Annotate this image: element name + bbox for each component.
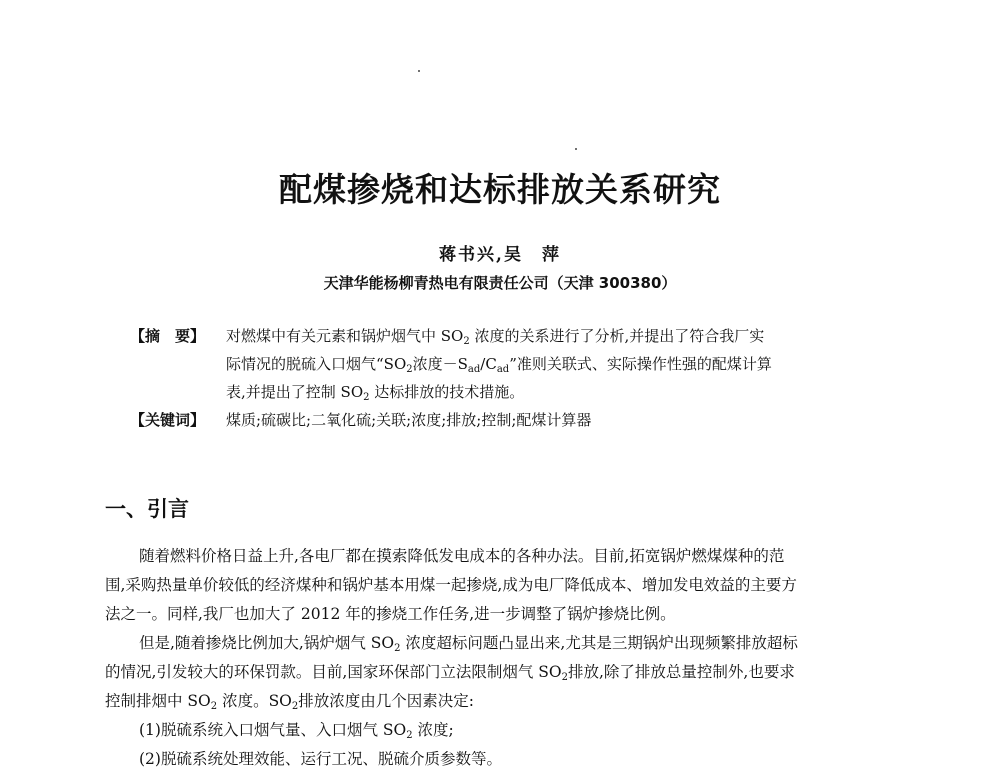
text-run: 但是,随着掺烧比例加大,锅炉烟气 SO — [139, 634, 395, 652]
section-heading: 一、引言 — [105, 497, 189, 521]
text-run: 际情况的脱硫入口烟气“SO — [226, 355, 407, 373]
text-run: 排放,除了排放总量控制外,也要求 — [567, 663, 795, 681]
scan-speck — [418, 70, 420, 72]
subscript: 2 — [363, 392, 370, 403]
subscript: 2 — [463, 336, 470, 347]
text-run: 围,采购热量单价较低的经济煤种和锅炉基本用煤一起掺烧,成为电厂降低成本、增加发电效益的主要方 — [105, 576, 797, 594]
body-line — [105, 658, 900, 687]
body-line — [105, 687, 900, 716]
subscript: 2 — [291, 701, 299, 712]
text-run: 控制排烟中 SO — [105, 692, 211, 710]
abstract-row — [130, 322, 890, 406]
body-line — [105, 542, 900, 571]
keywords-row — [130, 406, 890, 434]
keywords-text: 煤质;硫碳比;二氧化硫;关联;浓度;排放;控制;配煤计算器 — [226, 411, 592, 429]
body-text — [105, 542, 900, 774]
text-run: 法之一。同样,我厂也加大了 2012 年的掺烧工作任务,进一步调整了锅炉掺烧比例。 — [105, 605, 676, 623]
body-line — [105, 629, 900, 658]
subscript: 2 — [394, 643, 401, 654]
abstract-text — [226, 322, 890, 406]
text-run: 浓度; — [412, 721, 454, 739]
paper-title: 配煤掺烧和达标排放关系研究 — [279, 170, 721, 209]
text-run: 随着燃料价格日益上升,各电厂都在摸索降低发电成本的各种办法。目前,拓宽锅炉燃煤煤种的范 — [139, 547, 785, 565]
subscript: ad — [467, 364, 481, 375]
abstract-block — [130, 322, 890, 434]
text-run: ”准则关联式、实际操作性强的配煤计算 — [509, 355, 772, 373]
text-run: 浓度超标问题凸显出来,尤其是三期锅炉出现频繁排放超标 — [400, 634, 798, 652]
keywords-label: 【关键词】 — [130, 411, 206, 429]
body-line — [105, 745, 900, 774]
body-line — [105, 600, 900, 629]
text-run: 表,并提出了控制 SO — [226, 383, 364, 401]
paper-affiliation: 天津华能杨柳青热电有限责任公司（天津 300380） — [323, 274, 677, 292]
abstract-line — [226, 350, 890, 378]
abstract-label: 【摘 要】 — [130, 327, 206, 345]
paper-authors: 蒋书兴,吴 萍 — [439, 245, 561, 265]
scan-speck — [575, 148, 577, 150]
subscript: 2 — [406, 364, 413, 375]
subscript: 2 — [406, 730, 413, 741]
subscript: ad — [496, 364, 510, 375]
subscript: 2 — [210, 701, 218, 712]
abstract-line — [226, 378, 890, 406]
body-line — [105, 571, 900, 600]
body-line — [105, 716, 900, 745]
text-run: (1)脱硫系统入口烟气量、入口烟气 SO — [139, 721, 407, 739]
text-run: 浓度。SO — [217, 692, 292, 710]
text-run: 达标排放的技术措施。 — [369, 383, 525, 401]
text-run: /C — [480, 355, 497, 373]
subscript: 2 — [561, 672, 568, 683]
text-run: 对燃煤中有关元素和锅炉烟气中 SO — [226, 327, 464, 345]
abstract-line — [226, 322, 890, 350]
text-run: 的情况,引发较大的环保罚款。目前,国家环保部门立法限制烟气 SO — [105, 663, 562, 681]
text-run: (2)脱硫系统处理效能、运行工况、脱硫介质参数等。 — [139, 750, 502, 768]
text-run: 浓度－S — [412, 355, 468, 373]
text-run: 浓度的关系进行了分析,并提出了符合我厂实 — [469, 327, 765, 345]
text-run: 排放浓度由几个因素决定: — [298, 692, 475, 710]
